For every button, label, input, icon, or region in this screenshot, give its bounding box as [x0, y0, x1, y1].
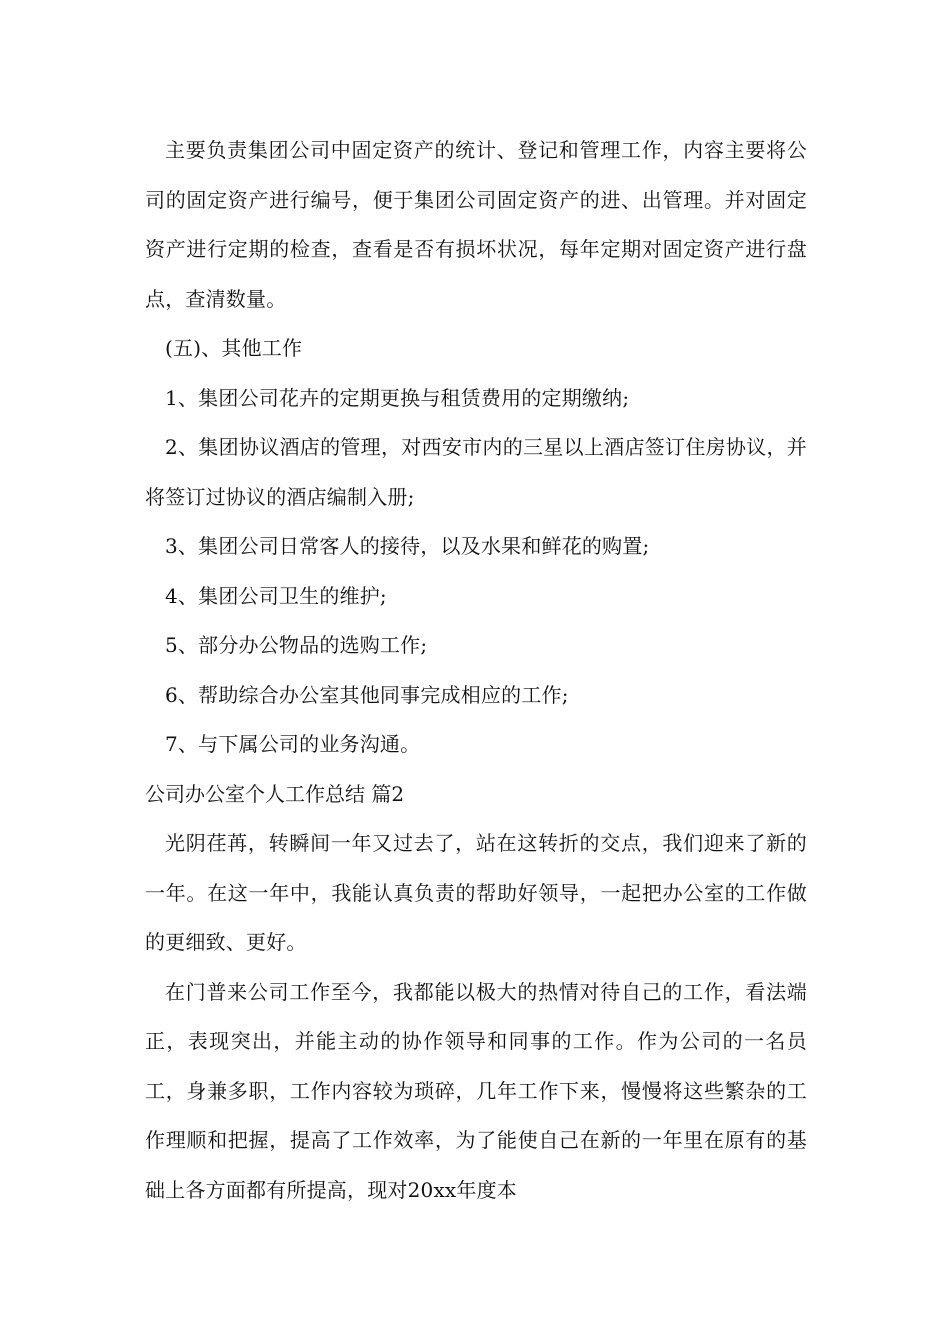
list-item-6: 6、帮助综合办公室其他同事完成相应的工作;: [165, 682, 569, 707]
list-item-2: 2、集团协议酒店的管理，对西安市内的三星以上酒店签订住房协议，并将签订过协议的酒店编制入册;: [145, 435, 807, 509]
document-page: [145, 126, 807, 1215]
list-item-5: 5、部分办公物品的选购工作;: [165, 633, 428, 657]
list-item-7: 7、与下属公司的业务沟通。: [165, 732, 421, 756]
paragraph-work-summary: 在门普来公司工作至今，我都能以极大的热情对待自己的工作，看法端正，表现突出，并能主动的协作领导和同事的工作。作为公司的一名员工，身兼多职，工作内容较为琐碎，几年工作下来，慢慢将这些繁杂的工作理顺和把握，提高了工作效率，为了能使自己在新的一年里在原有的基础上各方面都有所提高，现对20xx年度本: [145, 979, 807, 1202]
section-title-other-work: (五)、其他工作: [165, 336, 303, 360]
paragraph-fixed-assets: 主要负责集团公司中固定资产的统计、登记和管理工作，内容主要将公司的固定资产进行编号，便于集团公司固定资产的进、出管理。并对固定资产进行定期的检查，查看是否有损坏状况，每年定期对固定资产进行盘点，查清数量。: [145, 138, 807, 311]
article-heading: 公司办公室个人工作总结 篇2: [145, 781, 405, 806]
list-item-1: 1、集团公司花卉的定期更换与租赁费用的定期缴纳;: [165, 385, 630, 410]
list-item-4: 4、集团公司卫生的维护;: [165, 583, 387, 608]
list-item-3: 3、集团公司日常客人的接待，以及水果和鲜花的购置;: [165, 534, 650, 558]
paragraph-intro: 光阴荏苒，转瞬间一年又过去了，站在这转折的交点，我们迎来了新的一年。在这一年中，我能认真负责的帮助好领导，一起把办公室的工作做的更细致、更好。: [145, 831, 807, 954]
